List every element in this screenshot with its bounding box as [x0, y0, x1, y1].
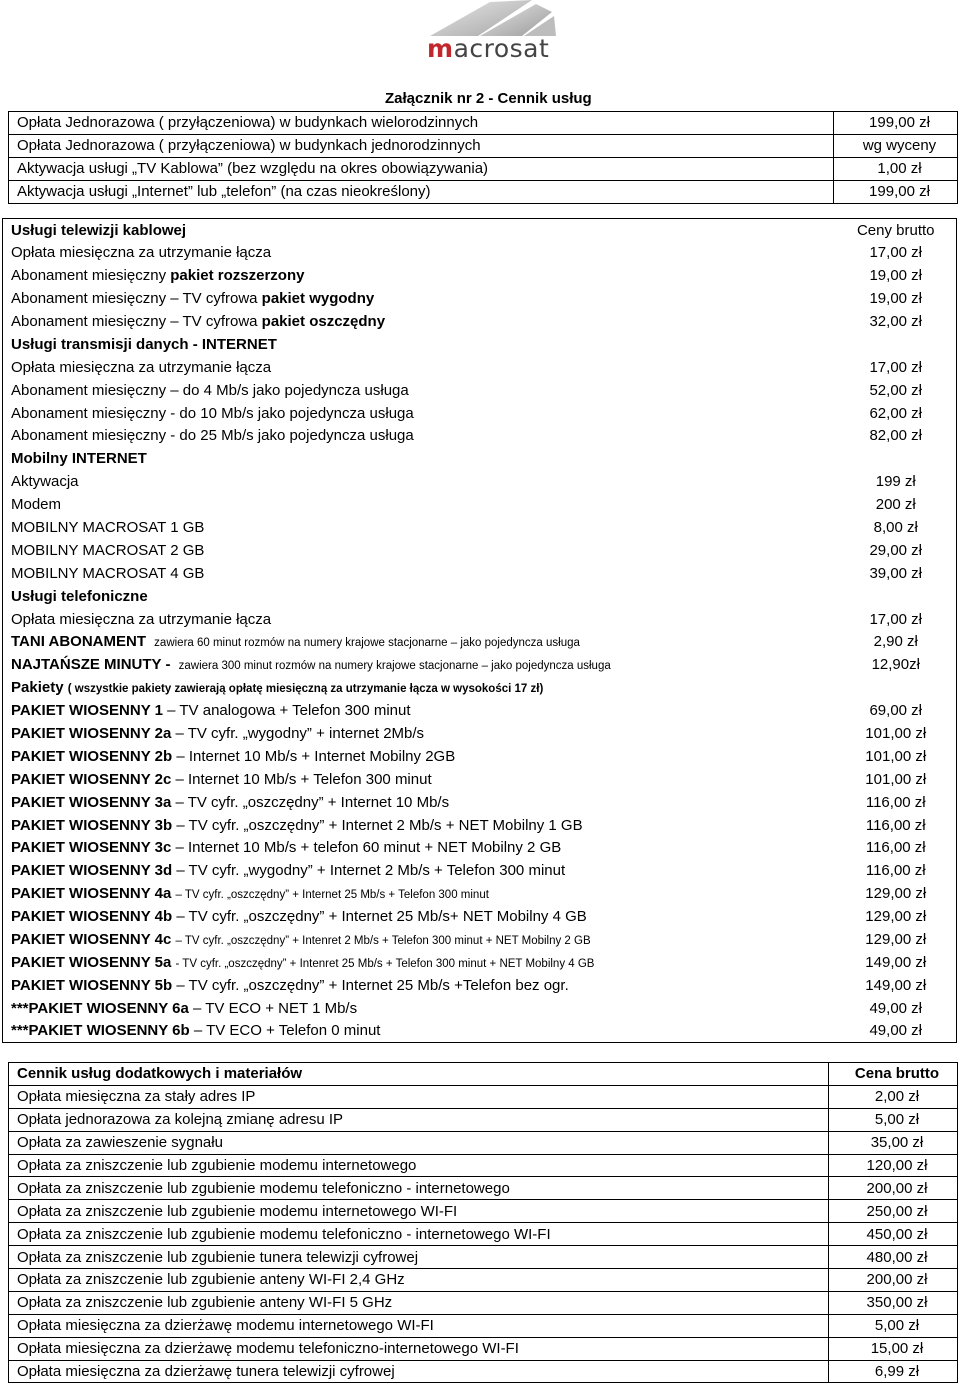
package-name: PAKIET WIOSENNY 4a [11, 885, 172, 903]
table-row [9, 1177, 958, 1200]
table-row [9, 1108, 958, 1131]
section-header-extras: Cennik usług dodatkowych i materiałów Cena brutto [9, 1063, 958, 1086]
package-name: PAKIET WIOSENNY 3d [11, 862, 173, 880]
table-row: NAJTAŃSZE MINUTY - zawiera 300 minut rozmów na numery krajowe stacjonarne – jako pojedyncza usługa 12,90zł [11, 656, 920, 674]
package-row [3, 745, 957, 768]
extra-label: Opłata jednorazowa za kolejną zmianę adresu IP [9, 1108, 829, 1131]
extra-price: 120,00 zł [829, 1154, 958, 1177]
package-price: 69,00 zł [869, 702, 923, 720]
extra-price: 250,00 zł [829, 1200, 958, 1223]
package-row [3, 814, 957, 837]
extra-label: Opłata za zniszczenie lub zgubienie modemu telefoniczno - internetowego WI-FI [9, 1223, 829, 1246]
package-row [3, 768, 957, 791]
package-row [3, 1020, 957, 1043]
table-row [9, 1291, 958, 1314]
package-price: 116,00 zł [865, 839, 926, 857]
extra-price: 450,00 zł [829, 1223, 958, 1246]
table-row: Opłata miesięczna za utrzymanie łącza 17,00 zł [11, 358, 923, 376]
table-row [9, 1337, 958, 1360]
package-desc: – TV ECO + Telefon 0 minut [193, 1022, 381, 1040]
table-row: Aktywacja usługi „Internet” lub „telefon” (na czas nieokreślony) 199,00 zł [9, 180, 958, 203]
table-row: Abonament miesięczny - do 25 Mb/s jako pojedyncza usługa 82,00 zł [11, 427, 923, 445]
extra-label: Opłata za zawieszenie sygnału [9, 1131, 829, 1154]
extra-label: Opłata miesięczna za dzierżawę modemu internetowego WI-FI [9, 1314, 829, 1337]
table-row: Abonament miesięczny – TV cyfrowa pakiet oszczędny 32,00 zł [11, 313, 923, 330]
extra-price: 5,00 zł [829, 1108, 958, 1131]
extra-price: 200,00 zł [829, 1269, 958, 1292]
package-desc: – TV cyfr. „oszczędny” + Internet 25 Mb/s +Telefon bez ogr. [176, 976, 569, 994]
logo-wordmark: macrosat [427, 34, 550, 63]
table-row: Modem 200 zł [11, 496, 916, 514]
package-desc: – TV cyfr. „oszczędny” + Internet 25 Mb/s+ NET Mobilny 4 GB [176, 908, 587, 926]
package-name: PAKIET WIOSENNY 3a [11, 793, 172, 811]
table-row [9, 1223, 958, 1246]
package-name: PAKIET WIOSENNY 3c [11, 839, 172, 857]
table-row: Abonament miesięczny – do 4 Mb/s jako pojedyncza usługa 52,00 zł [11, 381, 923, 399]
package-name: PAKIET WIOSENNY 2c [11, 770, 172, 788]
package-desc: – TV cyfr. „oszczędny” + Internet 25 Mb/s + Telefon 300 minut [175, 889, 489, 902]
package-row [3, 699, 957, 722]
extra-label: Opłata za zniszczenie lub zgubienie modemu internetowego [9, 1154, 829, 1177]
table-row [9, 1360, 958, 1383]
table-row: Opłata miesięczna za utrzymanie łącza 17,00 zł [11, 244, 923, 262]
table-row: Opłata miesięczna za utrzymanie łącza 17,00 zł [11, 610, 923, 628]
package-name: PAKIET WIOSENNY 5a [11, 953, 172, 971]
package-name: PAKIET WIOSENNY 2a [11, 725, 172, 743]
package-row [3, 837, 957, 860]
package-price: 116,00 zł [865, 862, 926, 880]
extra-price: 15,00 zł [829, 1337, 958, 1360]
package-price: 101,00 zł [865, 747, 927, 765]
package-desc: - TV cyfr. „oszczędny” + Intenret 25 Mb/s + Telefon 300 minut + NET Mobilny 4 GB [175, 957, 595, 970]
package-desc: – TV cyfr. „wygodny” + Internet 2 Mb/s + Telefon 300 minut [176, 862, 566, 880]
package-price: 49,00 zł [869, 999, 923, 1017]
table-row [9, 1154, 958, 1177]
table-row: MOBILNY MACROSAT 4 GB 39,00 zł [11, 564, 923, 582]
table-row: Aktywacja usługi „TV Kablowa” (bez względu na okres obowiązywania) 1,00 zł [9, 157, 958, 180]
table-row: MOBILNY MACROSAT 1 GB 8,00 zł [11, 519, 918, 537]
package-price: 129,00 zł [865, 885, 927, 903]
package-desc: – TV ECO + NET 1 Mb/s [193, 999, 358, 1017]
table-row: Opłata Jednorazowa ( przyłączeniowa) w budynkach wielorodzinnych 199,00 zł [9, 112, 958, 135]
package-row [3, 722, 957, 745]
package-desc: – Internet 10 Mb/s + Telefon 300 minut [175, 770, 432, 788]
extras-list [9, 1085, 958, 1383]
services-price-table [2, 218, 957, 1043]
package-price: 49,00 zł [869, 1022, 923, 1040]
extra-price: 480,00 zł [829, 1246, 958, 1269]
package-desc: – TV analogowa + Telefon 300 minut [167, 702, 411, 720]
package-row [3, 951, 957, 974]
package-row [3, 997, 957, 1020]
table-row: Abonament miesięczny – TV cyfrowa pakiet wygodny 19,00 zł [11, 290, 923, 308]
package-row [3, 859, 957, 882]
table-row [9, 1246, 958, 1269]
extra-label: Opłata miesięczna za stały adres IP [9, 1085, 829, 1108]
package-desc: – Internet 10 Mb/s + telefon 60 minut + NET Mobilny 2 GB [175, 839, 562, 857]
section-header-internet: Usługi transmisji danych - INTERNET [11, 335, 277, 353]
section-header-phone: Usługi telefoniczne [11, 587, 148, 605]
package-name: PAKIET WIOSENNY 3b [11, 816, 173, 834]
package-name: PAKIET WIOSENNY 2b [11, 747, 173, 765]
package-desc: – TV cyfr. „oszczędny” + Internet 2 Mb/s + NET Mobilny 1 GB [176, 816, 583, 834]
extra-label: Opłata za zniszczenie lub zgubienie modemu telefoniczno - internetowego [9, 1177, 829, 1200]
table-row: MOBILNY MACROSAT 2 GB 29,00 zł [11, 541, 923, 559]
extra-label: Opłata za zniszczenie lub zgubienie anteny WI-FI 2,4 GHz [9, 1269, 829, 1292]
package-name: ***PAKIET WIOSENNY 6a [11, 999, 189, 1017]
section-header-packages: Pakiety ( wszystkie pakiety zawierają opłatę miesięczną za utrzymanie łącza w wysokości 17 zł) [11, 679, 544, 697]
additional-services-table [8, 1062, 958, 1383]
package-row [3, 882, 957, 905]
package-desc: – TV cyfr. „wygodny” + internet 2Mb/s [175, 725, 425, 743]
one-time-fees-table [8, 111, 958, 204]
package-row [3, 928, 957, 951]
table-row: Abonament miesięczny - do 10 Mb/s jako pojedyncza usługa 62,00 zł [11, 404, 923, 422]
table-row: Abonament miesięczny pakiet rozszerzony 19,00 zł [11, 267, 923, 285]
package-desc: – Internet 10 Mb/s + Internet Mobilny 2GB [176, 747, 456, 765]
extra-price: 5,00 zł [829, 1314, 958, 1337]
extra-label: Opłata za zniszczenie lub zgubienie anteny WI-FI 5 GHz [9, 1291, 829, 1314]
extra-label: Opłata miesięczna za dzierżawę tunera telewizji cyfrowej [9, 1360, 829, 1383]
table-row [9, 1200, 958, 1223]
package-price: 116,00 zł [865, 793, 926, 811]
package-price: 129,00 zł [865, 908, 927, 926]
package-price: 149,00 zł [865, 953, 927, 971]
package-desc: – TV cyfr. „oszczędny” + Internet 10 Mb/s [175, 793, 450, 811]
table-row [9, 1085, 958, 1108]
package-row [3, 905, 957, 928]
package-name: PAKIET WIOSENNY 4b [11, 908, 173, 926]
package-price: 116,00 zł [865, 816, 926, 834]
section-header-mobile: Mobilny INTERNET [11, 450, 147, 468]
extra-price: 2,00 zł [829, 1085, 958, 1108]
package-name: ***PAKIET WIOSENNY 6b [11, 1022, 190, 1040]
extra-label: Opłata za zniszczenie lub zgubienie modemu internetowego WI-FI [9, 1200, 829, 1223]
package-desc: – TV cyfr. „oszczędny” + Intenret 2 Mb/s + Telefon 300 minut + NET Mobilny 2 GB [175, 935, 591, 948]
extra-price: 6,99 zł [829, 1360, 958, 1383]
table-row [9, 1314, 958, 1337]
extra-price: 35,00 zł [829, 1131, 958, 1154]
package-price: 101,00 zł [865, 770, 927, 788]
package-price: 149,00 zł [865, 976, 927, 994]
extra-price: 200,00 zł [829, 1177, 958, 1200]
table-row: Aktywacja 199 zł [11, 473, 916, 491]
packages-list [3, 699, 957, 1042]
package-name: PAKIET WIOSENNY 4c [11, 931, 172, 949]
table-row [9, 1131, 958, 1154]
extra-label: Opłata za zniszczenie lub zgubienie tunera telewizji cyfrowej [9, 1246, 829, 1269]
package-row [3, 791, 957, 814]
extra-price: 350,00 zł [829, 1291, 958, 1314]
extra-label: Opłata miesięczna za dzierżawę modemu telefoniczno-internetowego WI-FI [9, 1337, 829, 1360]
package-price: 101,00 zł [865, 725, 927, 743]
table-row [9, 1269, 958, 1292]
package-price: 129,00 zł [865, 931, 927, 949]
section-header-tv: Usługi telewizji kablowej Ceny brutto [11, 221, 935, 239]
package-row [3, 974, 957, 997]
package-name: PAKIET WIOSENNY 5b [11, 976, 173, 994]
page-title: Załącznik nr 2 - Cennik usług [385, 90, 592, 107]
package-name: PAKIET WIOSENNY 1 [11, 702, 163, 720]
table-row: TANI ABONAMENT zawiera 60 minut rozmów na numery krajowe stacjonarne – jako pojedyncza usługa 2,90 zł [11, 633, 918, 651]
table-row: Opłata Jednorazowa ( przyłączeniowa) w budynkach jednorodzinnych wg wyceny [9, 134, 958, 157]
